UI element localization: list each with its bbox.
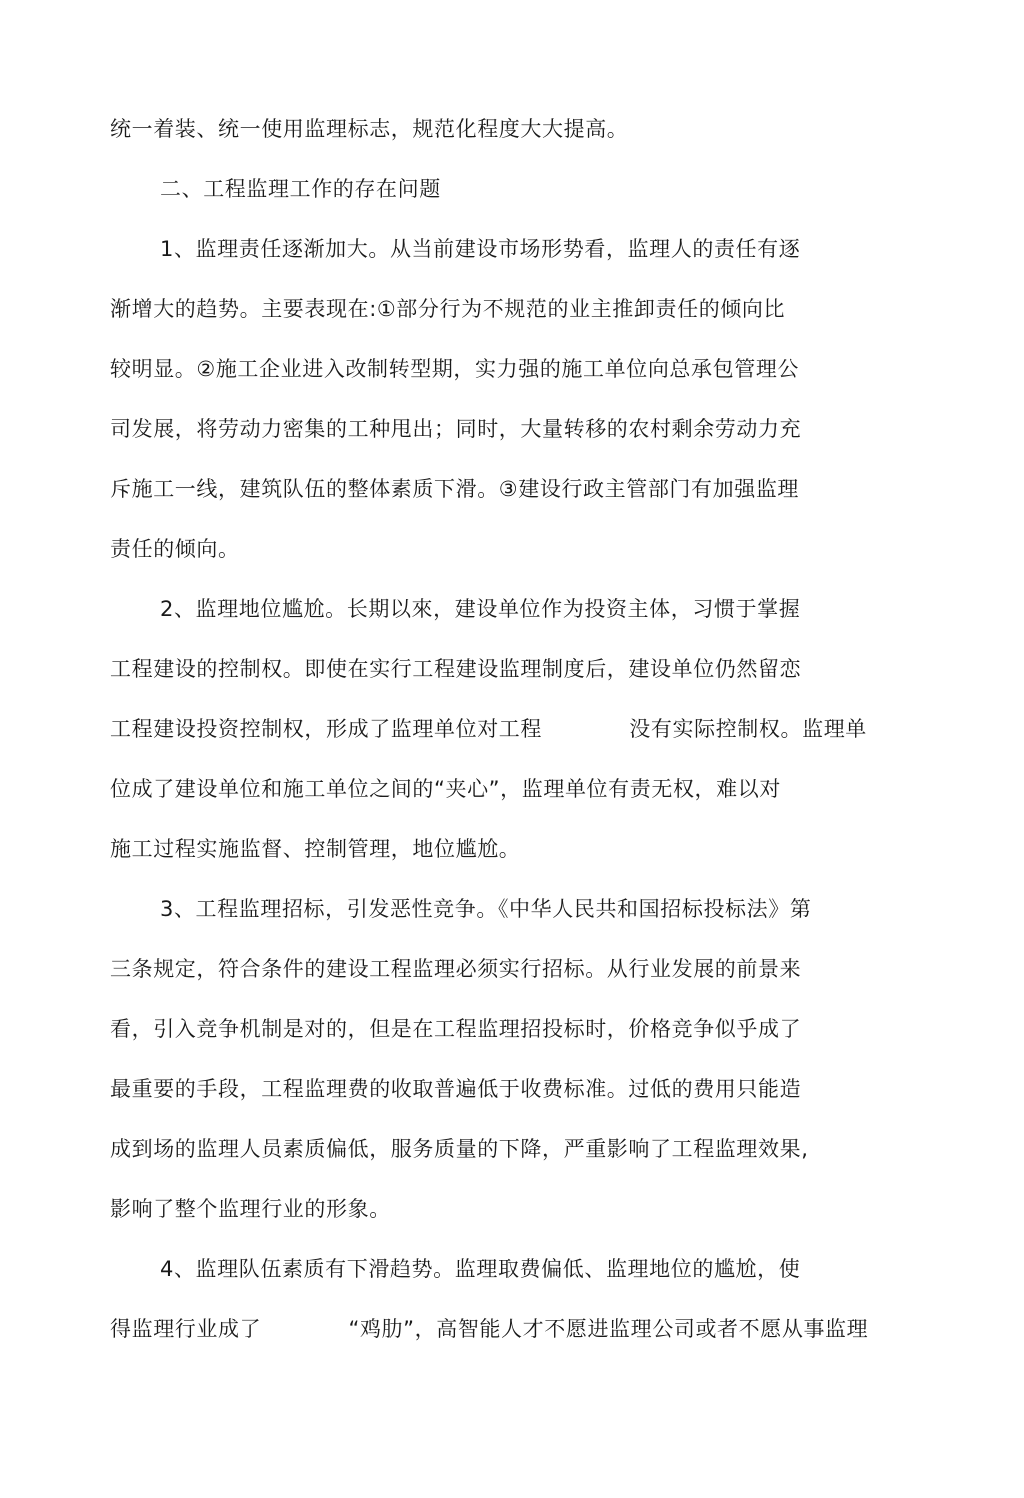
paragraph-line: 斥施工一线，建筑队伍的整体素质下滑。③建设行政主管部门有加强监理	[110, 477, 800, 501]
paragraph-line: 4、监理队伍素质有下滑趋势。监理取费偏低、监理地位的尴尬，使	[160, 1257, 801, 1281]
paragraph-line: 渐增大的趋势。主要表现在:①部分行为不规范的业主推卸责任的倾向比	[110, 297, 786, 321]
paragraph-line: 最重要的手段，工程监理费的收取普遍低于收费标准。过低的费用只能造	[110, 1077, 802, 1101]
section-heading: 二、工程监理工作的存在问题	[160, 177, 441, 201]
paragraph-line: 2、监理地位尴尬。长期以來，建设单位作为投资主体，习惯于掌握	[160, 597, 801, 621]
paragraph-line: 看，引入竞争机制是对的，但是在工程监理招投标时，价格竞争似乎成了	[110, 1017, 802, 1041]
paragraph-line: 影响了整个监理行业的形象。	[110, 1197, 391, 1221]
paragraph-line: 成到场的监理人员素质偏低，服务质量的下降，严重影响了工程监理效果,	[110, 1137, 809, 1161]
paragraph-line: 得监理行业成了 “鸡肋”，高智能人才不愿进监理公司或者不愿从事监理	[110, 1317, 869, 1341]
paragraph-line: 位成了建设单位和施工单位之间的“夹心”，监理单位有责无权，难以对	[110, 777, 781, 801]
paragraph-line: 较明显。②施工企业进入改制转型期，实力强的施工单位向总承包管理公	[110, 357, 800, 381]
paragraph-line: 1、监理责任逐渐加大。从当前建设市场形势看，监理人的责任有逐	[160, 237, 801, 261]
paragraph-line: 工程建设的控制权。即使在实行工程建设监理制度后，建设单位仍然留恋	[110, 657, 802, 681]
paragraph-line: 责任的倾向。	[110, 537, 240, 561]
paragraph-line: 工程建设投资控制权，形成了监理单位对工程 没有实际控制权。监理单	[110, 717, 867, 741]
paragraph-line: 三条规定，符合条件的建设工程监理必须实行招标。从行业发展的前景来	[110, 957, 802, 981]
paragraph-line: 施工过程实施监督、控制管理，地位尴尬。	[110, 837, 521, 861]
paragraph-line: 司发展，将劳动力密集的工种甩出；同时，大量转移的农村剩余劳动力充	[110, 417, 802, 441]
paragraph-line: 3、工程监理招标，引发恶性竞争。《中华人民共和国招标投标法》第	[160, 897, 812, 921]
paragraph-line: 统一着装、统一使用监理标志，规范化程度大大提高。	[110, 117, 629, 141]
